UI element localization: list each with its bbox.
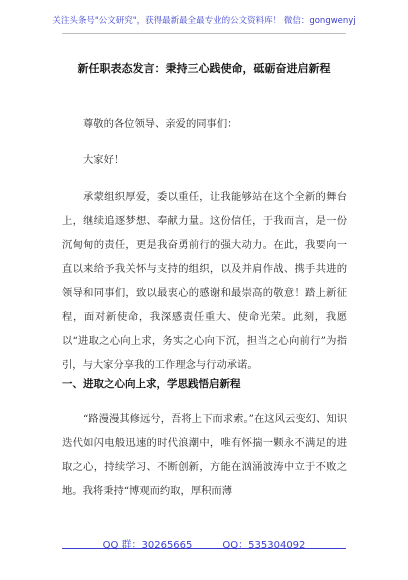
- document-title: 新任职表态发言：秉持三心践使命，砥砺奋进启新程: [77, 62, 331, 75]
- footer-qq: QQ：535304092: [222, 540, 306, 551]
- header-banner: 关注头条号"公文研究"，获得最新最全最专业的公文资料库！ 微信：gongwenyj: [52, 16, 356, 26]
- section-heading-1: 一、进取之心向上求，学思践悟启新程: [62, 378, 241, 390]
- footer-underline: [62, 548, 346, 549]
- footer-qq-group: QQ 群：30265665: [102, 540, 193, 551]
- greeting: 大家好！: [83, 154, 125, 166]
- salutation: 尊敬的各位领导、亲爱的同事们：: [83, 118, 238, 130]
- intro-paragraph: 承蒙组织厚爱，委以重任，让我能够站在这个全新的舞台上，继续追逐梦想、奉献力量。这份信任，于我而言，是一份沉甸甸的责任，更是我奋勇前行的强大动力。在此，我要向一直以来给予我关怀与支持的组织，以及并肩作战、携手共进的领导和同事们，致以最衷心的感谢和最崇高的敬意！踏上新征程，面对新使命，我深感责任重大、使命光荣。此刻，我愿以“进取之心向上求，务实之心向下沉，担当之心向前行”为指引，与大家分享我的工作理念与行动承诺。: [62, 191, 347, 371]
- section-1-paragraph: “路漫漫其修远兮，吾将上下而求索。”在这风云变幻、知识迭代如闪电般迅速的时代浪潮中，唯有怀揣一颗永不满足的进取之心，持续学习、不断创新，方能在汹涌波涛中立于不败之地。我将秉持“博观而约取，厚积而薄: [62, 413, 347, 497]
- header-divider: [62, 33, 346, 34]
